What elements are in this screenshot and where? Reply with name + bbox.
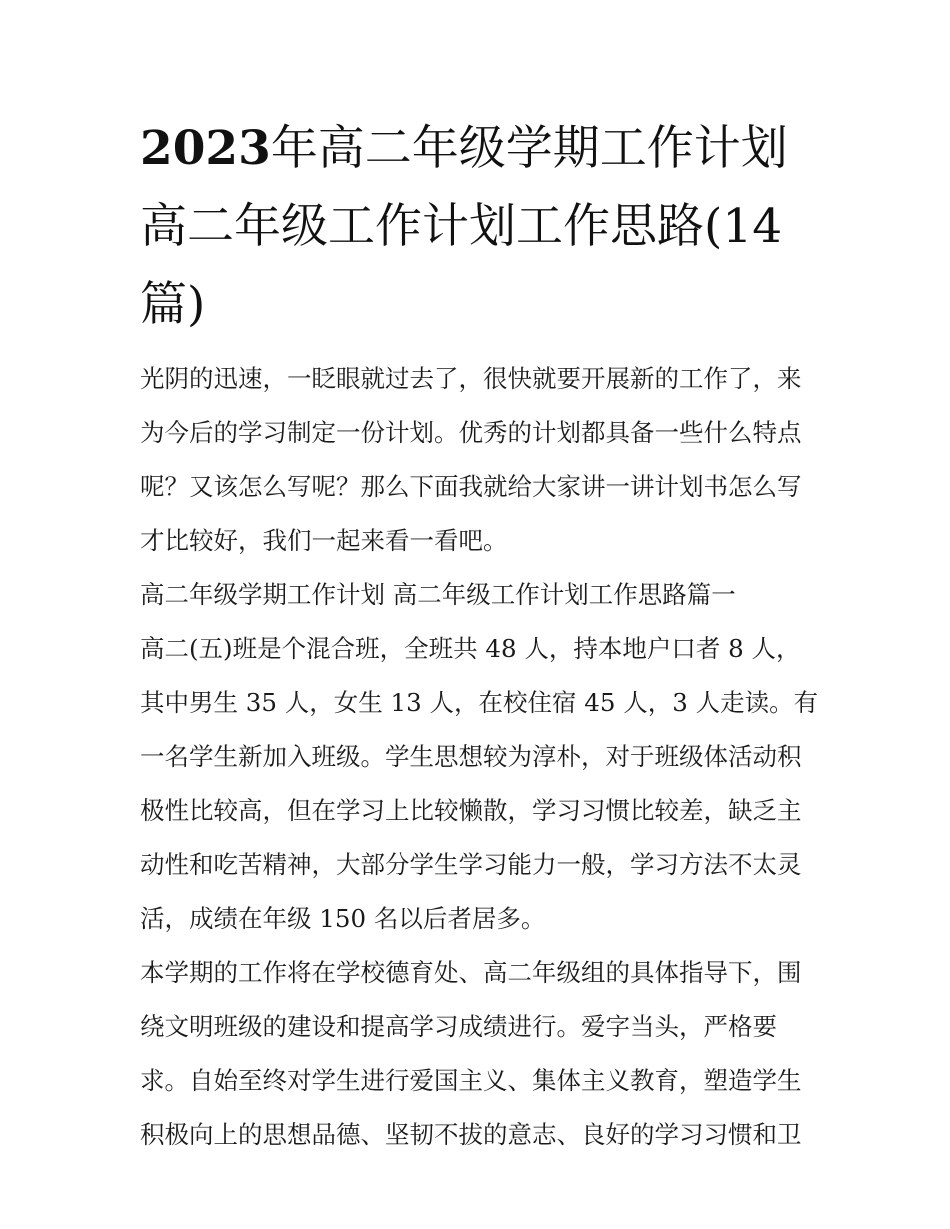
title-year: 2023 — [140, 121, 271, 176]
section-heading: 高二年级学期工作计划 高二年级工作计划工作思路篇一 — [140, 580, 736, 609]
class-overview-paragraph: 高二(五)班是个混合班，全班共 48 人，持本地户口者 8 人， — [140, 634, 801, 663]
document-title — [140, 110, 830, 344]
intro-paragraph: 光阴的迅速，一眨眼就过去了，很快就要开展新的工作了，来为今后的学习制定一份计划。优秀的计划都具备一些什么特点呢？又该怎么写呢？那么下面我就给大家讲一讲计划书怎么写才比较好，我们一起来看一看吧。 — [140, 364, 802, 555]
document-body — [140, 352, 825, 1162]
title-text: 年高二年级学期工作计划高二年级工作计划工作思路(14篇) — [140, 121, 788, 332]
semester-plan-paragraph: 本学期的工作将在学校德育处、高二年级组的具体指导下，围绕文明班级的建设和提高学习成绩进行。爱字当头，严格要求。自始至终对学生进行爱国主义、集体主义教育，塑造学生积极向上的思想品德、坚韧不拔的意志、良好的学习习惯和卫 — [140, 958, 802, 1149]
class-details-paragraph: 其中男生 35 人，女生 13 人，在校住宿 45 人，3 人走读。有一名学生新加入班级。学生思想较为淳朴，对于班级体活动积极性比较高，但在学习上比较懒散，学习习惯比较差，缺乏主动性和吃苦精神，大部分学生学习能力一般，学习方法不太灵活，成绩在年级 150 名以后者居多。 — [140, 688, 819, 933]
